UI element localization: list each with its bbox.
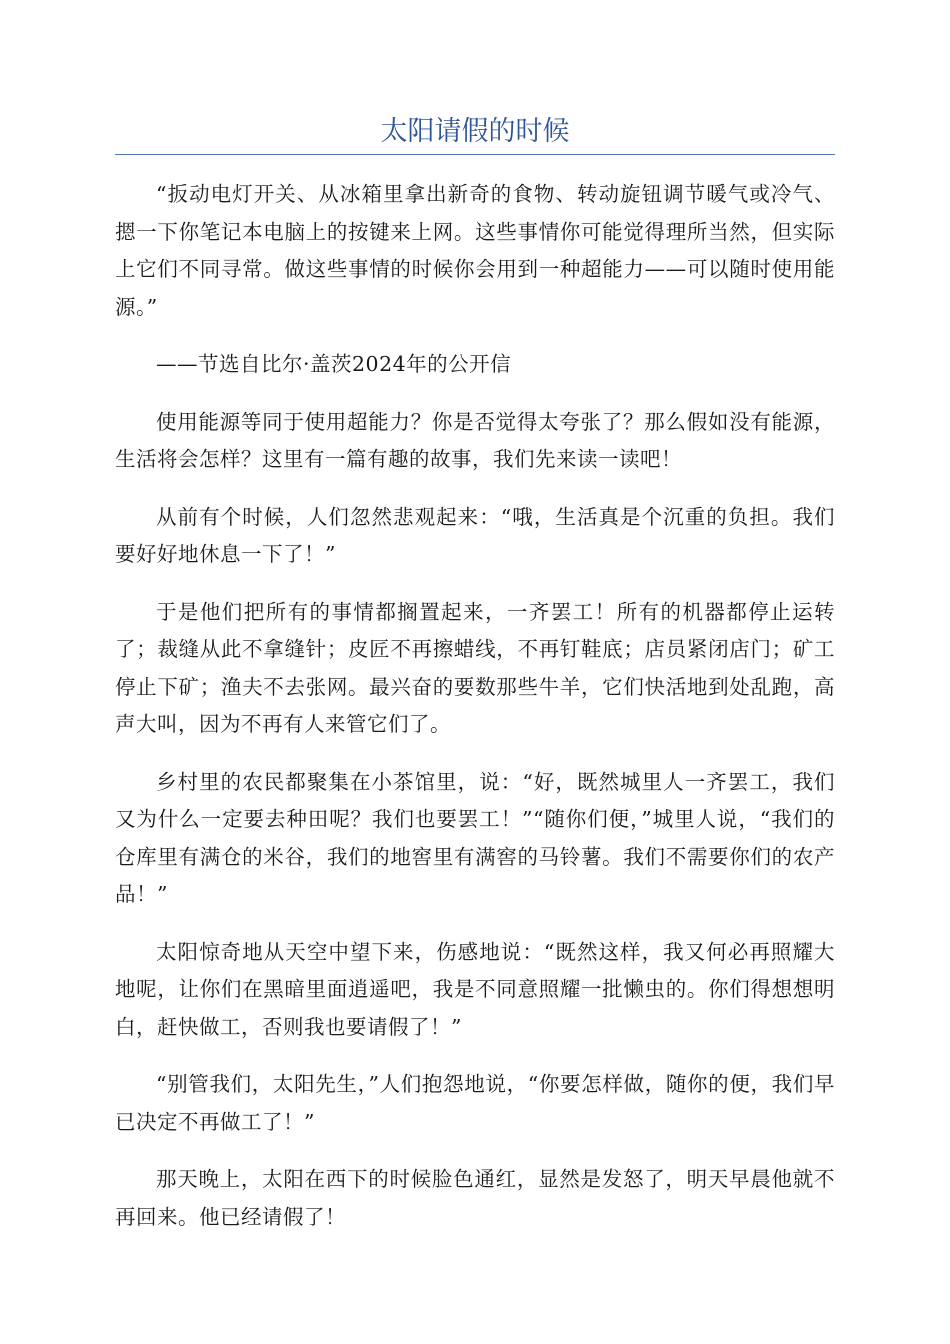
paragraph: 乡村里的农民都聚集在小茶馆里，说：“好，既然城里人一齐罢工，我们又为什么一定要去种田呢？我们也要罢工！”“随你们便，”城里人说，“我们的仓库里有满仓的米谷，我们的地窖里有满窖的马铃薯。我们不需要你们的农产品！” xyxy=(115,769,835,906)
page-title: 太阳请假的时候 xyxy=(380,116,570,147)
paragraph: 使用能源等同于使用超能力？你是否觉得太夸张了？那么假如没有能源，生活将会怎样？这里有一篇有趣的故事，我们先来读一读吧！ xyxy=(115,409,835,471)
title-underline xyxy=(115,154,835,155)
paragraph: 太阳惊奇地从天空中望下来，伤感地说：“既然这样，我又何必再照耀大地呢，让你们在黑暗里面逍遥吧，我是不同意照耀一批懒虫的。你们得想想明白，赶快做工，否则我也要请假了！” xyxy=(115,939,835,1039)
paragraph-attribution: ——节选自比尔·盖茨2024年的公开信 xyxy=(156,352,512,376)
document-body xyxy=(115,176,835,1256)
paragraph: 从前有个时候，人们忽然悲观起来：“哦，生活真是个沉重的负担。我们要好好地休息一下了！” xyxy=(115,504,835,566)
paragraph: “别管我们，太阳先生，”人们抱怨地说，“你要怎样做，随你的便，我们早已决定不再做工了！” xyxy=(115,1072,835,1134)
paragraph-quote: “扳动电灯开关、从冰箱里拿出新奇的食物、转动旋钮调节暖气或冷气、摁一下你笔记本电脑上的按键来上网。这些事情你可能觉得理所当然，但实际上它们不同寻常。做这些事情的时候你会用到一种超能力——可以随时使用能源。” xyxy=(115,182,835,319)
paragraph: 那天晚上，太阳在西下的时候脸色通红，显然是发怒了，明天早晨他就不再回来。他已经请假了！ xyxy=(115,1167,835,1229)
paragraph: 于是他们把所有的事情都搁置起来，一齐罢工！所有的机器都停止运转了；裁缝从此不拿缝针；皮匠不再擦蜡线，不再钉鞋底；店员紧闭店门；矿工停止下矿；渔夫不去张网。最兴奋的要数那些牛羊，它们快活地到处乱跑，高声大叫，因为不再有人来管它们了。 xyxy=(115,599,835,736)
